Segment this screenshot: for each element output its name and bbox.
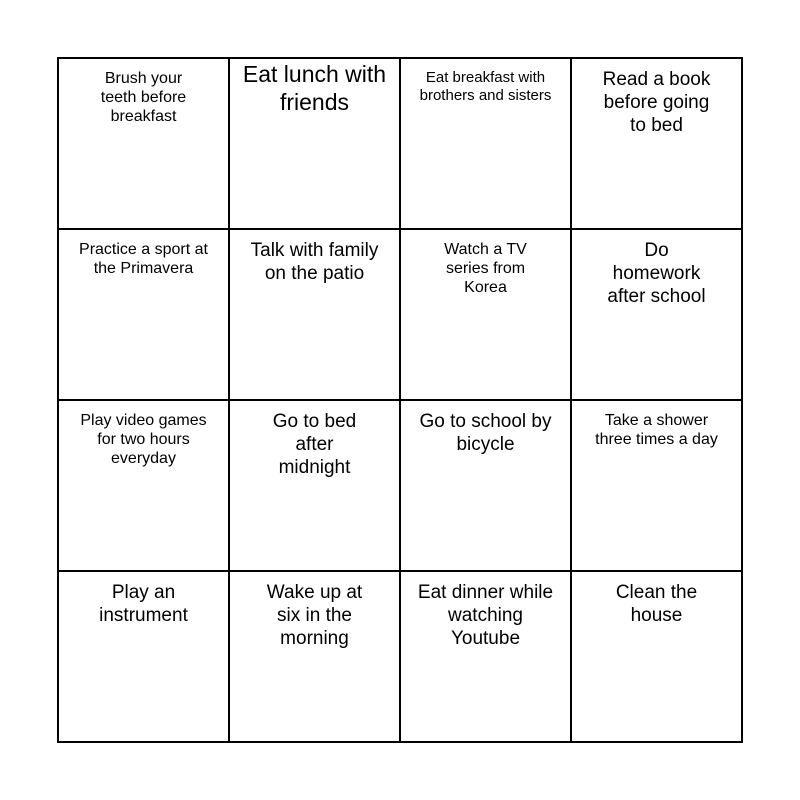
bingo-cell[interactable] <box>572 59 743 230</box>
bingo-cell[interactable] <box>401 572 572 743</box>
bingo-cell-text: Play video games for two hours everyday <box>80 412 207 468</box>
bingo-cell-text: Brush your teeth before breakfast <box>100 70 187 126</box>
bingo-cell[interactable] <box>59 59 230 230</box>
bingo-cell[interactable] <box>572 230 743 401</box>
bingo-cell-text: Eat breakfast with brothers and sisters <box>419 69 552 104</box>
bingo-cell-text: Play an instrument <box>99 582 188 626</box>
bingo-card <box>57 57 743 743</box>
bingo-cell-text: Read a book before going to bed <box>602 69 711 136</box>
bingo-cell-text: Take a shower three times a day <box>595 412 718 449</box>
bingo-cell[interactable] <box>401 59 572 230</box>
bingo-cell-text: Practice a sport at the Primavera <box>79 241 208 278</box>
bingo-cell[interactable] <box>59 572 230 743</box>
bingo-cell[interactable] <box>230 59 401 230</box>
bingo-cell[interactable] <box>230 230 401 401</box>
bingo-cell-text: Go to bed after midnight <box>272 411 357 478</box>
bingo-cell-text: Eat lunch with friends <box>242 61 387 115</box>
bingo-cell-text: Watch a TV series from Korea <box>444 241 527 297</box>
bingo-cell-text: Go to school by bicycle <box>419 411 552 455</box>
bingo-cell-text: Talk with family on the patio <box>250 240 379 284</box>
bingo-cell[interactable] <box>401 230 572 401</box>
bingo-cell[interactable] <box>230 401 401 572</box>
bingo-cell-text: Wake up at six in the morning <box>266 582 363 649</box>
bingo-cell[interactable] <box>59 401 230 572</box>
bingo-cell[interactable] <box>572 401 743 572</box>
bingo-cell[interactable] <box>401 401 572 572</box>
bingo-cell[interactable] <box>230 572 401 743</box>
bingo-cell-text: Eat dinner while watching Youtube <box>417 582 554 649</box>
bingo-cell-text: Clean the house <box>615 582 698 626</box>
bingo-cell[interactable] <box>572 572 743 743</box>
bingo-cell[interactable] <box>59 230 230 401</box>
bingo-cell-text: Do homework after school <box>607 240 706 307</box>
